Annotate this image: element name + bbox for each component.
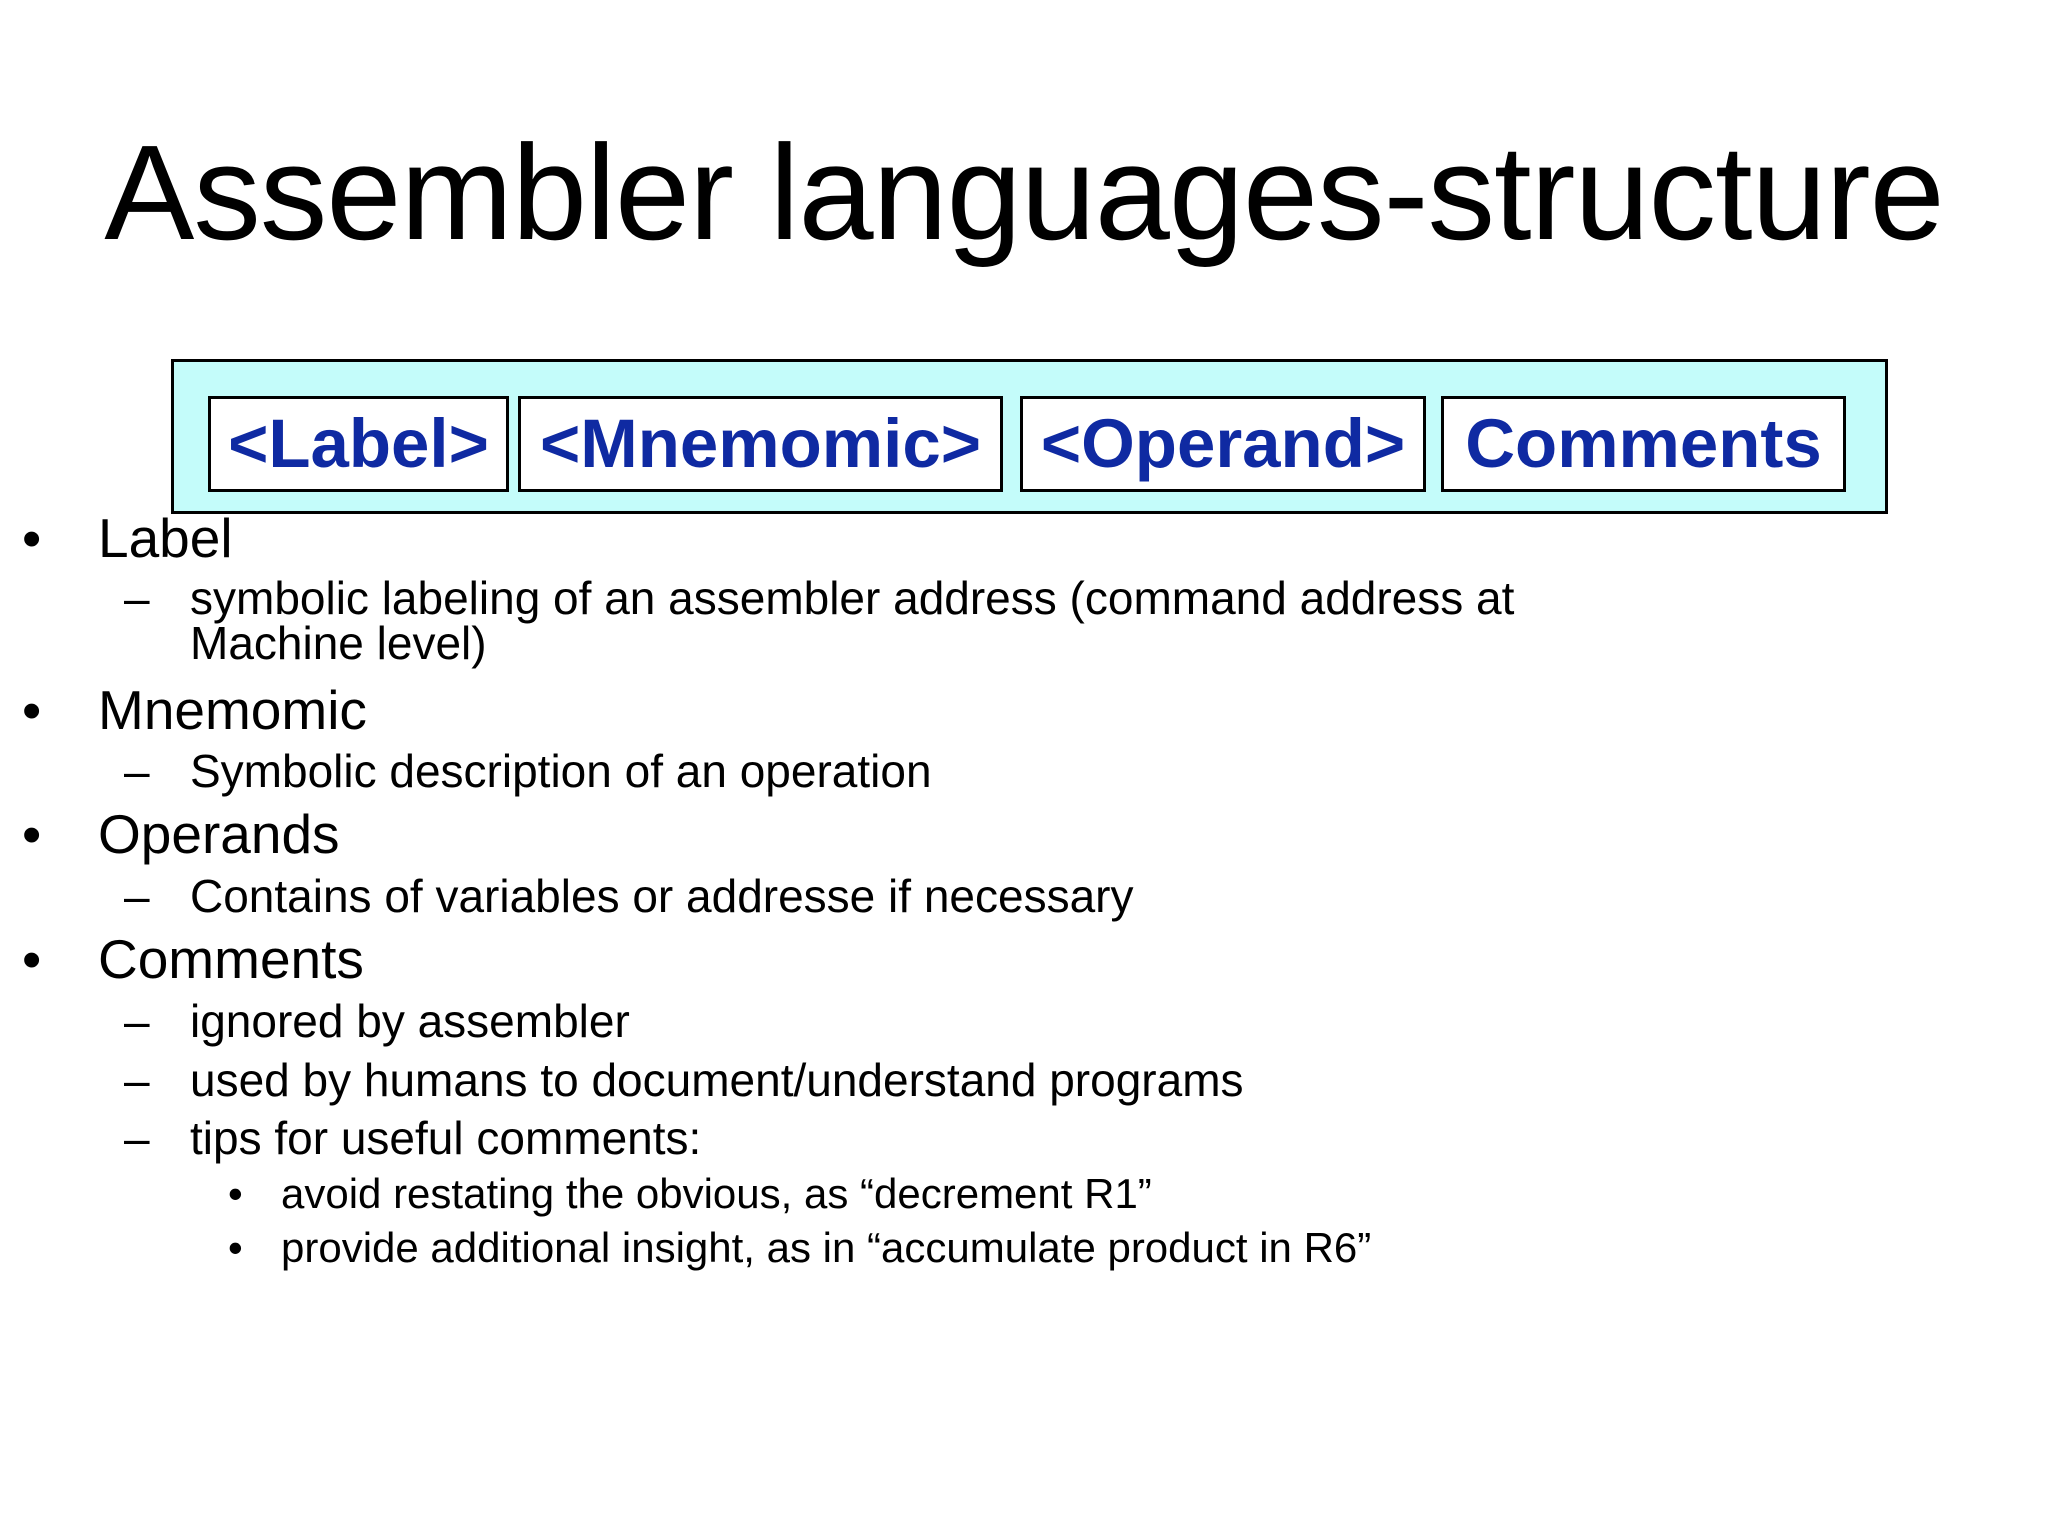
sub-item-text: ignored by assembler bbox=[190, 995, 630, 1047]
field-label: <Label> bbox=[208, 396, 509, 492]
field-operand: <Operand> bbox=[1020, 396, 1426, 492]
dash-marker: – bbox=[124, 1054, 150, 1106]
sub-item-text: used by humans to document/understand programs bbox=[190, 1054, 1244, 1106]
sub-bullet-marker: • bbox=[228, 1224, 243, 1271]
field-comments: Comments bbox=[1441, 396, 1846, 492]
field-mnemonic: <Mnemomic> bbox=[518, 396, 1003, 492]
dash-marker: – bbox=[124, 572, 150, 624]
dash-marker: – bbox=[124, 1112, 150, 1164]
bullet-heading-mnemomic: Mnemomic bbox=[98, 679, 367, 741]
sub-item-text: symbolic labeling of an assembler address (command address at bbox=[190, 572, 1515, 624]
sub-item-text: tips for useful comments: bbox=[190, 1112, 702, 1164]
dash-marker: – bbox=[124, 870, 150, 922]
bullet-marker: • bbox=[22, 507, 42, 569]
dash-marker: – bbox=[124, 745, 150, 797]
bullet-heading-operands: Operands bbox=[98, 803, 340, 865]
sub-item-text: Contains of variables or addresse if necessary bbox=[190, 870, 1134, 922]
bullet-heading-label: Label bbox=[98, 507, 233, 569]
sub-item-text: Machine level) bbox=[190, 617, 487, 669]
bullet-heading-comments: Comments bbox=[98, 928, 364, 990]
sub-sub-item-text: avoid restating the obvious, as “decrement R1” bbox=[281, 1170, 1152, 1217]
bullet-marker: • bbox=[22, 803, 42, 865]
slide-title: Assembler languages-structure bbox=[104, 117, 1944, 268]
sub-sub-item-text: provide additional insight, as in “accumulate product in R6” bbox=[281, 1224, 1372, 1271]
sub-bullet-marker: • bbox=[228, 1170, 243, 1217]
bullet-marker: • bbox=[22, 928, 42, 990]
bullet-marker: • bbox=[22, 679, 42, 741]
sub-item-text: Symbolic description of an operation bbox=[190, 745, 932, 797]
dash-marker: – bbox=[124, 995, 150, 1047]
